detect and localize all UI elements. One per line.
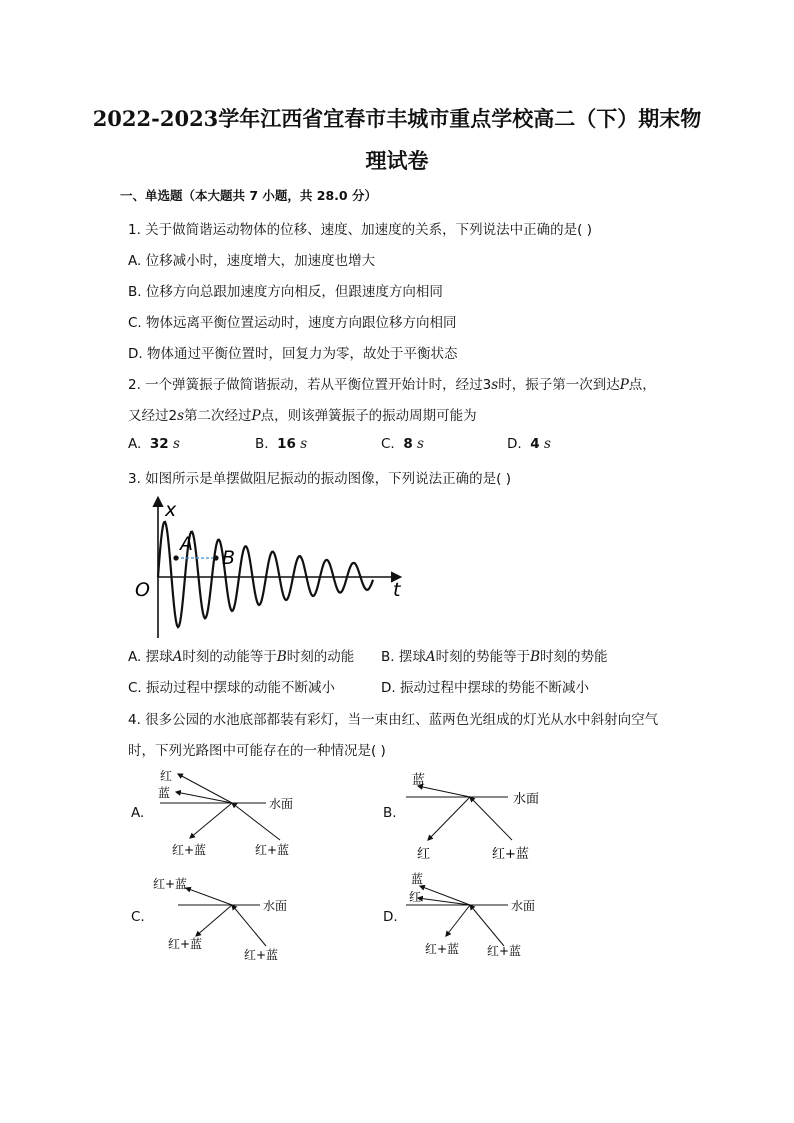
label-redblue: 红+蓝 <box>425 942 460 956</box>
label-redblue: 红+蓝 <box>255 843 290 857</box>
q2-point-p: P <box>251 408 261 424</box>
q3-option-b: B. 摆球A时刻的势能等于B时刻的势能 <box>381 649 608 665</box>
q1-stem: 1. 关于做简谐运动物体的位移、速度、加速度的关系，下列说法中正确的是( ) <box>128 222 592 238</box>
q2-option-d: D. 4 s <box>507 436 551 452</box>
point-b-label: B <box>222 547 236 569</box>
q3-option-d: D. 振动过程中摆球的势能不断减小 <box>381 680 589 696</box>
label-redblue: 红+蓝 <box>172 843 207 857</box>
refracted-blue-ray <box>176 792 232 803</box>
y-axis-label: x <box>165 499 177 521</box>
label-red: 红 <box>409 890 422 904</box>
q1-option-b: B. 位移方向总跟加速度方向相反，但跟速度方向相同 <box>128 284 443 300</box>
q4-option-c-label: C. <box>131 909 145 925</box>
q4-diagram-b <box>400 762 560 864</box>
label-water: 水面 <box>263 899 288 913</box>
label-redblue: 红+蓝 <box>244 948 279 962</box>
section-heading: 一、单选题（本大题共 7 小题，共 28.0 分） <box>120 188 377 203</box>
q2-option-c: C. 8 s <box>381 436 424 452</box>
label-redblue: 红+蓝 <box>492 847 529 862</box>
reflected-red-ray <box>428 797 470 840</box>
q4-option-d-label: D. <box>383 909 398 925</box>
label-red: 红 <box>160 769 173 783</box>
refracted-red-ray <box>178 774 232 803</box>
label-blue: 蓝 <box>412 773 426 788</box>
label-blue: 蓝 <box>411 872 424 886</box>
q4-option-b-label: B. <box>383 805 397 821</box>
label-red: 红 <box>417 847 431 862</box>
exam-title-line1: 2022-2023学年江西省宜春市丰城市重点学校高二（下）期末物 <box>92 106 702 131</box>
point-a-label: A <box>180 533 193 555</box>
q2-stem-part: 第二次经过 <box>184 408 252 424</box>
label-redblue: 红+蓝 <box>168 937 203 951</box>
q3-option-a: A. 摆球A时刻的动能等于B时刻的动能 <box>128 649 355 665</box>
refracted-red-ray <box>418 898 470 905</box>
point-b <box>213 555 218 560</box>
q2-stem-part: 2. 一个弹簧振子做简谐振动，若从平衡位置开始计时，经过 <box>128 377 483 393</box>
q2-option-a: A. 32 s <box>128 436 180 452</box>
q4-diagram-c <box>148 866 308 968</box>
q2-stem-part: 又经过 <box>128 408 169 424</box>
q4-diagram-d <box>400 866 560 968</box>
refracted-blue-ray <box>420 886 470 905</box>
q1-option-c: C. 物体远离平衡位置运动时，速度方向跟位移方向相同 <box>128 315 457 331</box>
q4-stem-line2: 时，下列光路图中可能存在的一种情况是( ) <box>128 743 386 759</box>
q2-stem-line1 <box>128 373 656 393</box>
label-redblue: 红+蓝 <box>153 877 188 891</box>
q2-unit1: s <box>491 377 499 393</box>
q4-stem-line1: 4. 很多公园的水池底部都装有彩灯，当一束由红、蓝两色光组成的灯光从水中斜射向空气 <box>128 712 659 728</box>
q1-option-a: A. 位移减小时，速度增大，加速度也增大 <box>128 253 376 269</box>
damped-oscillation-graph <box>128 492 413 640</box>
point-a <box>173 555 178 560</box>
label-water: 水面 <box>511 899 536 913</box>
incident-ray <box>232 905 266 946</box>
q3-option-c: C. 振动过程中摆球的动能不断减小 <box>128 680 336 696</box>
incident-ray <box>470 905 504 946</box>
reflected-ray <box>190 803 232 838</box>
origin-label: O <box>135 579 150 601</box>
q2-stem-part: 点， <box>628 377 656 393</box>
exam-title-line2: 理试卷 <box>365 148 429 173</box>
q2-stem-part: 时，振子第一次到达 <box>498 377 620 393</box>
label-blue: 蓝 <box>158 786 171 800</box>
refracted-ray <box>186 888 232 905</box>
x-axis-label: t <box>393 579 401 601</box>
q2-stem-part: 点，则该弹簧振子的振动周期可能为 <box>260 408 477 424</box>
q2-stem-line2 <box>128 404 477 424</box>
q2-time2: 2 <box>168 408 178 424</box>
q4-option-a-label: A. <box>131 805 145 821</box>
reflected-ray <box>196 905 232 936</box>
q2-unit2: s <box>177 408 185 424</box>
q4-diagram-a <box>148 762 308 864</box>
q2-point-p: P <box>619 377 629 393</box>
incident-ray <box>470 797 512 840</box>
label-water: 水面 <box>513 792 540 807</box>
q1-option-d: D. 物体通过平衡位置时，回复力为零，故处于平衡状态 <box>128 346 458 362</box>
q2-time1: 3 <box>482 377 492 393</box>
q2-option-b: B. 16 s <box>255 436 308 452</box>
label-water: 水面 <box>269 797 294 811</box>
q3-stem: 3. 如图所示是单摆做阻尼振动的振动图像，下列说法正确的是( ) <box>128 471 511 487</box>
reflected-ray <box>446 905 470 936</box>
refracted-blue-ray <box>418 786 470 797</box>
label-redblue: 红+蓝 <box>487 944 522 958</box>
